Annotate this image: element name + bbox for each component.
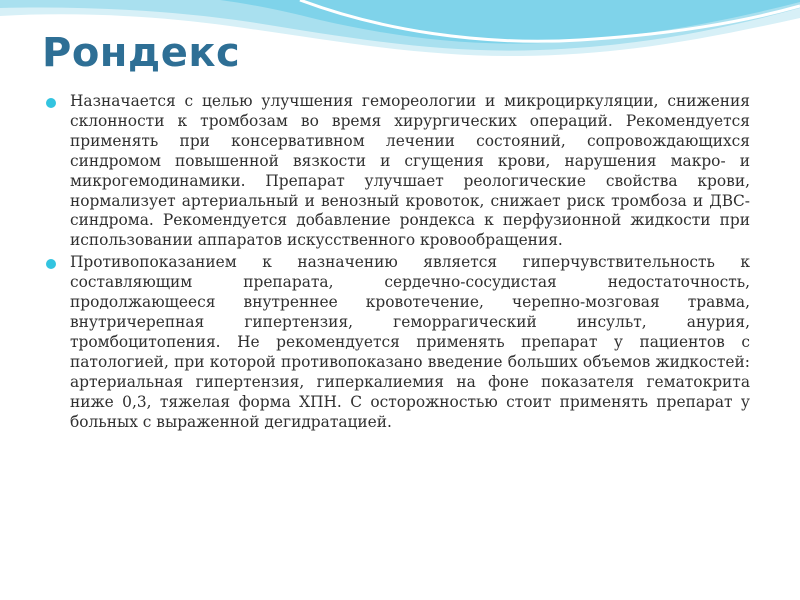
bullet-text: Противопоказанием к назначению является гиперчувствительность к составляющим препарата, сердечно-сосудистая недостаточность, продолжающееся внутреннее кровотечение, черепно-мозговая травма, внутричерепная гипертензия, геморрагический инсульт, анурия, тромбоцитопения. Не рекомендуется применять препарат у пациентов с патологией, при которой противопоказано введение больших объемов жидкостей: артериальная гипертензия, гиперкалиемия на фоне показателя гематокрита ниже 0,3, тяжелая форма ХПН. С осторожностью стоит применять препарат у больных с выраженной дегидратацией. — [70, 253, 750, 431]
bullet-list — [46, 92, 750, 434]
bullet-dot-icon — [46, 259, 56, 269]
bullet-dot-icon — [46, 98, 56, 108]
bullet-item-indications — [46, 92, 750, 251]
slide-title: Рондекс — [42, 30, 241, 76]
bullet-item-contraindications — [46, 253, 750, 432]
bullet-text: Назначается с целью улучшения гемореологии и микроциркуляции, снижения склонности к тромбозам во время хирургических операций. Рекомендуется применять при консервативном лечении состояний, сопровождающихся синдромом повышенной вязкости и сгущения крови, нарушения макро- и микрогемодинамики. Препарат улучшает реологические свойства крови, нормализует артериальный и венозный кровоток, снижает риск тромбоза и ДВС-синдрома. Рекомендуется добавление рондекса к перфузионной жидкости при использовании аппаратов искусственного кровообращения. — [70, 92, 750, 250]
